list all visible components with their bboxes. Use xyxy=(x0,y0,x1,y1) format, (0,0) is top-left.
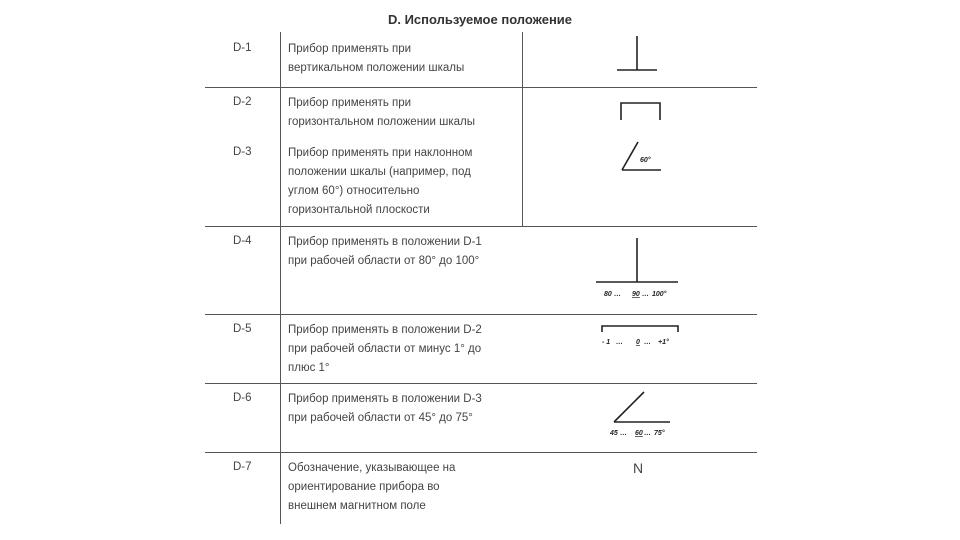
scale-label-left: 80 xyxy=(604,291,612,298)
horizontal-position-icon xyxy=(618,100,664,122)
description-line: углом 60°) относительно xyxy=(288,185,420,197)
scale-dots: … xyxy=(642,291,649,298)
row-description xyxy=(288,321,518,378)
scale-label-mid: 0 xyxy=(636,339,640,346)
description-line: горизонтальном положении шкалы xyxy=(288,116,475,128)
row-code: D-1 xyxy=(233,42,252,54)
description-line: Прибор применять в положении D-2 xyxy=(288,324,482,336)
inclined-range-icon xyxy=(604,386,684,438)
description-line: при рабочей области от 45° до 75° xyxy=(288,412,473,424)
description-line: Прибор применять при xyxy=(288,43,412,55)
scale-dots: … xyxy=(644,430,651,437)
scale-label-left: 45 xyxy=(610,430,618,437)
row-description xyxy=(288,233,518,271)
row-divider xyxy=(205,383,757,384)
scale-label-mid: 60 xyxy=(635,430,643,437)
horizontal-range-icon xyxy=(596,322,686,352)
description-line: вертикальном положении шкалы xyxy=(288,62,465,74)
row-divider xyxy=(205,452,757,453)
column-divider-1 xyxy=(280,32,281,524)
column-divider-2 xyxy=(522,32,523,226)
row-divider xyxy=(205,314,757,315)
description-line: ориентирование прибора во xyxy=(288,481,440,493)
scale-label-right: 75° xyxy=(654,430,665,437)
row-code: D-2 xyxy=(233,96,252,108)
magnetic-field-symbol: N xyxy=(633,460,644,476)
scale-dots: … xyxy=(616,339,623,346)
scale-label-right: 100° xyxy=(652,291,667,298)
scale-label-right: +1° xyxy=(658,339,669,346)
vertical-range-icon xyxy=(592,236,682,300)
row-code: D-6 xyxy=(233,392,252,404)
description-line: внешнем магнитном поле xyxy=(288,500,426,512)
row-code: D-7 xyxy=(233,461,252,473)
description-line: Прибор применять при xyxy=(288,97,412,109)
description-line: Прибор применять при наклонном xyxy=(288,147,473,159)
description-line: Обозначение, указывающее на xyxy=(288,462,456,474)
inclined-position-icon xyxy=(616,136,666,176)
row-divider xyxy=(205,87,757,88)
angle-label: 60° xyxy=(640,157,651,164)
description-line: при рабочей области от 80° до 100° xyxy=(288,255,480,267)
row-code: D-4 xyxy=(233,235,252,247)
scale-label-left: - 1 xyxy=(602,339,611,346)
scale-dots: … xyxy=(614,291,621,298)
row-code: D-5 xyxy=(233,323,252,335)
page-title: D. Используемое положение xyxy=(387,12,573,27)
description-line: горизонтальной плоскости xyxy=(288,204,430,216)
row-description xyxy=(288,40,518,78)
row-description xyxy=(288,94,518,132)
scale-dots: … xyxy=(620,430,627,437)
description-line: при рабочей области от минус 1° до xyxy=(288,343,482,355)
scale-dots: … xyxy=(644,339,651,346)
row-description xyxy=(288,144,518,220)
row-description xyxy=(288,390,518,428)
row-description xyxy=(288,459,518,516)
description-line: плюс 1° xyxy=(288,362,330,374)
description-line: Прибор применять в положении D-1 xyxy=(288,236,482,248)
vertical-position-icon xyxy=(612,34,662,74)
scale-label-mid: 90 xyxy=(632,291,640,298)
row-code: D-3 xyxy=(233,146,252,158)
description-line: Прибор применять в положении D-3 xyxy=(288,393,482,405)
row-divider xyxy=(205,226,757,227)
description-line: положении шкалы (например, под xyxy=(288,166,471,178)
